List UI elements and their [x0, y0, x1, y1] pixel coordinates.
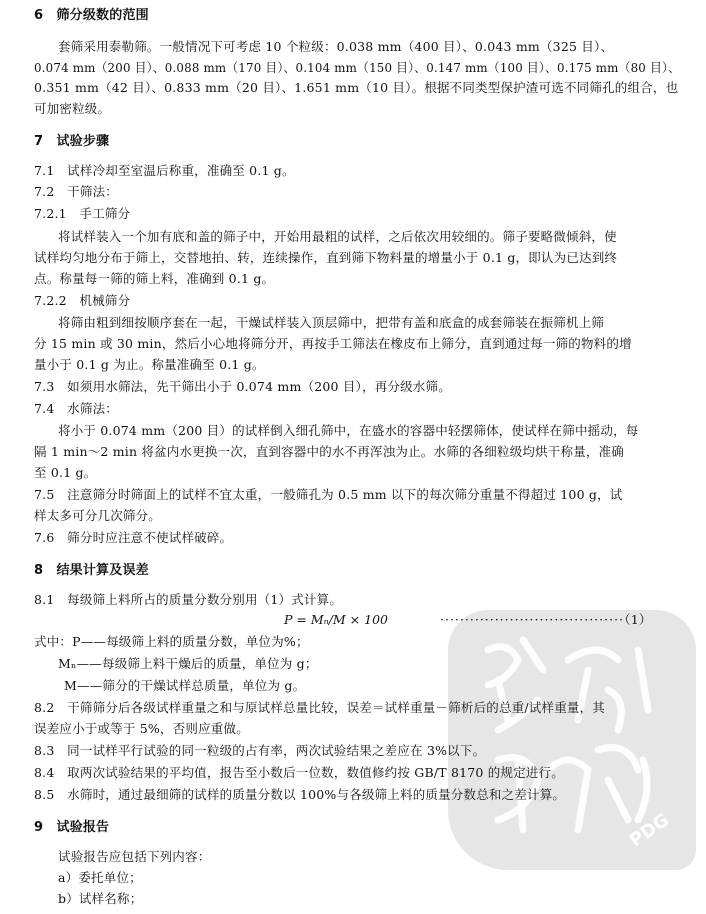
text-line: 0.074 mm（200 目）、0.088 mm（170 目）、0.104 mm（150 目）、0.147 mm（100 目）、0.175 mm（80 目）、 — [34, 60, 681, 75]
text-line: 试样均匀地分布于筛上，交替地拍、转，连续操作，直到筛下物料量的增量小于 0.1 g，即认为已达到终 — [34, 250, 618, 265]
formula: P = Mₙ/M × 100 — [284, 612, 388, 627]
text-line: 隔 1 min～2 min 将盆内水更换一次，直到容器中的水不再浑浊为止。水筛的各细粒级均烘干称量，准确 — [34, 444, 625, 459]
section-heading: 7 试验步骤 — [34, 134, 110, 149]
text-line: 7.4 水筛法： — [34, 401, 118, 416]
formula-leader-dots: ····································· — [440, 612, 625, 627]
text-line: 7.3 如须用水筛法，先干筛出小于 0.074 mm（200 目），再分级水筛。 — [34, 379, 451, 394]
text-line: 分 15 min 或 30 min，然后小心地将筛分开，再按手工筛法在橡皮布上筛分，直到通过每一筛的物料的增 — [34, 336, 632, 351]
text-line: 7.2.1 手工筛分 — [34, 206, 131, 221]
text-line: M——筛分的干燥试样总质量，单位为 g。 — [64, 678, 306, 693]
text-line: 7.1 试样冷却至室温后称重，准确至 0.1 g。 — [34, 163, 295, 178]
text-line: 点。称量每一筛的筛上料，准确到 0.1 g。 — [34, 271, 275, 286]
text-line: 试验报告应包括下列内容： — [58, 849, 211, 864]
text-line: a）委托单位； — [58, 870, 142, 885]
formula-number: （1） — [618, 612, 652, 627]
section-heading: 6 筛分级数的范围 — [34, 8, 149, 23]
text-line: 量小于 0.1 g 为止。称量准确至 0.1 g。 — [34, 357, 265, 372]
text-line: 将试样装入一个加有底和盖的筛子中，开始用最粗的试样，之后依次用较细的。筛子要略微倾斜，使 — [58, 229, 617, 244]
text-line: 8.5 水筛时，通过最细筛的试样的质量分数以 100%与各级筛上料的质量分数总和之差计算。 — [34, 787, 566, 802]
watermark-stamp — [448, 610, 696, 870]
section-heading: 9 试验报告 — [34, 820, 110, 835]
text-line: 8.2 干筛筛分后各级试样重量之和与原试样总量比较，误差＝试样重量－筛析后的总重/试样重量，其 — [34, 700, 605, 715]
text-line: 将小于 0.074 mm（200 目）的试样倒入细孔筛中，在盛水的容器中轻摆筛体，使试样在筛中摇动，每 — [58, 423, 639, 438]
text-line: 0.351 mm（42 目）、0.833 mm（20 目）、1.651 mm（10 目）。根据不同类型保护渣可选不同筛孔的组合，也 — [34, 80, 679, 95]
text-line: 可加密粒级。 — [34, 101, 111, 116]
text-line: Mₙ——每级筛上料干燥后的质量，单位为 g； — [58, 656, 318, 671]
text-line: 套筛采用泰勒筛。一般情况下可考虑 10 个粒级：0.038 mm（400 目）、0.043 mm（325 目）、 — [58, 39, 614, 54]
text-line: 7.2.2 机械筛分 — [34, 293, 131, 308]
text-line: 8.3 同一试样平行试验的同一粒级的占有率，两次试验结果之差应在 3%以下。 — [34, 743, 486, 758]
text-line: 8.1 每级筛上料所占的质量分数分别用（1）式计算。 — [34, 592, 343, 607]
text-line: b）试样名称； — [58, 891, 143, 906]
text-line: 将筛由粗到细按顺序套在一起，干燥试样装入顶层筛中，把带有盖和底盒的成套筛装在振筛机上筛 — [58, 315, 605, 330]
text-line: 式中：P——每级筛上料的质量分数，单位为%； — [34, 634, 309, 649]
text-line: 至 0.1 g。 — [34, 465, 97, 480]
section-heading: 8 结果计算及误差 — [34, 563, 149, 578]
text-line: 7.5 注意筛分时筛面上的试样不宜太重，一般筛孔为 0.5 mm 以下的每次筛分重量不得超过 100 g，试 — [34, 487, 623, 502]
watermark-text: PDG — [625, 809, 674, 852]
text-line: 8.4 取两次试验结果的平均值，报告至小数后一位数，数值修约按 GB/T 8170 的规定进行。 — [34, 765, 564, 780]
text-line: 样太多可分几次筛分。 — [34, 508, 162, 523]
text-line: 7.2 干筛法： — [34, 184, 118, 199]
text-line: 7.6 筛分时应注意不使试样破碎。 — [34, 530, 233, 545]
text-line: 误差应小于或等于 5%，否则应重做。 — [34, 721, 249, 736]
